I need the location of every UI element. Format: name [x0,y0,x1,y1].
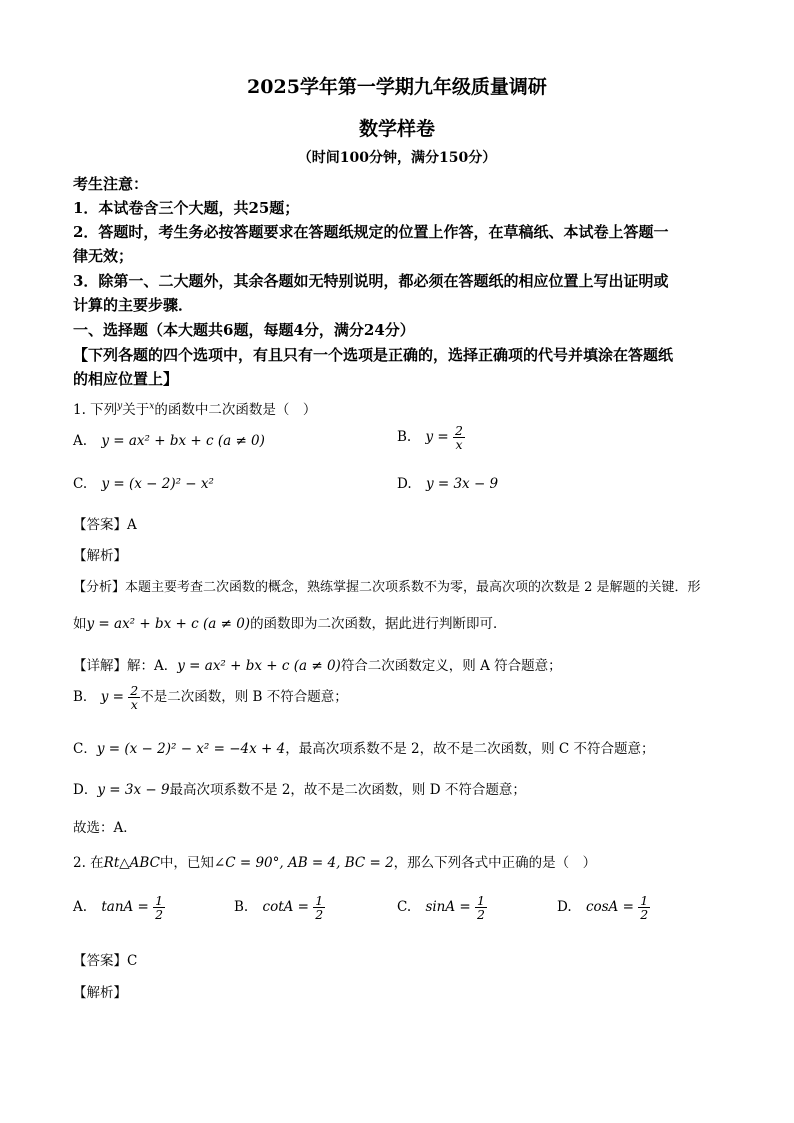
q2-option-a-num: 1 [155,893,164,908]
q1-option-c-label: C. [73,476,88,492]
notice-heading: 考生注意： [73,175,149,193]
q1-detail-b-prefix: B． [73,689,97,706]
q2-option-d [557,894,650,921]
q2-option-d-lhs: cosA = [585,899,634,916]
q2-option-b [234,894,325,921]
q1-detail-c-expr: y = (x − 2)² − x² = −4x + 4 [96,741,286,757]
page-title: 2025学年第一学期九年级质量调研 [247,76,547,98]
q1-detail-c-suffix: ，最高次项系数不是 2，故不是二次函数，则 C 不符合题意； [285,741,655,757]
q1-detail-b-suffix: 不是二次函数，则 B 不符合题意； [140,689,348,706]
q2-option-b-den: 2 [315,907,324,923]
time-note: （时间100分钟，满分150分） [297,150,497,166]
q1-fenxi-b-expr: y = ax² + bx + c (a ≠ 0) [86,616,251,632]
q2-option-a [73,894,165,921]
q1-fenxi-b-prefix: 如 [73,616,87,632]
q2-stem-mid: 中，已知 [159,855,214,871]
notice-item-1: 1．本试卷含三个大题，共25题； [73,199,300,217]
q1-option-a-label: A. [73,433,88,449]
q1-option-b [397,424,465,451]
q2-option-a-label: A. [73,899,88,916]
q1-detail-b-num: 2 [130,683,139,698]
q2-option-c-fraction [475,894,487,921]
q2-option-a-den: 2 [155,907,164,923]
notice-item-3b: 计算的主要步骤． [73,296,194,314]
q2-option-c [397,894,487,921]
section-heading: 一、选择题（本大题共6题，每题4分，满分24分） [73,321,415,339]
q2-option-c-den: 2 [477,907,485,923]
q2-analysis-heading: 【解析】 [73,985,127,1001]
q1-stem-mid: 关于 [122,402,150,418]
q2-stem-prefix: 2. 在 [73,855,104,871]
q2-option-d-den: 2 [640,907,649,923]
q1-stem-suffix: 的函数中二次函数是（ ） [154,402,317,418]
q1-detail-a-suffix: 符合二次函数定义，则 A 符合题意； [340,658,562,674]
q2-stem-expr: Rt△ABC [103,855,160,871]
notice-item-3a: 3．除第一、二大题外，其余各题如无特别说明，都必须在答题纸的相应位置上写出证明或 [73,272,669,290]
q1-stem-prefix: 1. 下列 [73,402,118,418]
q1-option-d-expr: y = 3x − 9 [425,476,499,492]
q1-analysis-heading: 【解析】 [73,548,127,564]
q1-detail-b [73,684,721,711]
q1-detail-a-prefix: 【详解】解：A． [73,658,178,674]
q1-detail-a [73,654,721,674]
q1-option-a-expr: y = ax² + bx + c (a ≠ 0) [101,433,265,449]
q2-option-b-lhs: cotA = [262,899,309,916]
q2-option-c-label: C. [397,899,412,916]
q2-option-b-fraction [313,894,325,921]
page-subtitle: 数学样卷 [358,118,435,140]
q1-option-d [397,476,498,492]
q2-stem-cond: ∠C = 90°, AB = 4, BC = 2 [213,855,394,871]
q2-option-b-num: 1 [315,893,324,908]
q2-option-a-fraction [153,894,165,921]
q1-option-b-fraction [453,424,465,451]
q1-detail-c [73,737,721,757]
q1-stem [73,398,721,418]
q2-stem-suffix: ，那么下列各式中正确的是（ ） [393,855,597,871]
q1-option-b-label: B. [397,429,412,446]
q2-option-d-label: D. [557,899,572,916]
q1-detail-c-prefix: C． [73,741,97,757]
q2-option-d-fraction [638,894,650,921]
q1-detail-b-fraction [128,684,140,711]
q2-option-c-num: 1 [477,893,485,908]
q2-option-b-label: B. [234,899,249,916]
q1-detail-b-den: x [130,697,138,713]
q2-option-a-lhs: tanA = [101,899,149,916]
q2-option-d-num: 1 [640,893,649,908]
q2-answer: 【答案】C [73,953,138,969]
q1-option-d-label: D. [397,476,412,492]
q1-stem-x: x [149,401,155,412]
q1-conclusion: 故选：A． [73,820,137,836]
q1-fenxi-line-a: 【分析】本题主要考查二次函数的概念，熟练掌握二次项系数不为零，最高次项的次数是 2 是解题的关键．形 [73,580,701,595]
q1-option-b-den: x [455,437,463,453]
q1-detail-b-lhs: y = [100,689,124,706]
q2-stem [73,851,721,871]
notice-item-2b: 律无效； [73,247,134,265]
q1-option-c-expr: y = (x − 2)² − x² [101,476,214,492]
q2-option-c-lhs: sinA = [425,899,471,916]
q1-fenxi-b-suffix: 的函数即为二次函数，据此进行判断即可． [250,616,507,632]
q1-option-a [73,433,265,449]
section-instruction-b: 的相应位置上】 [73,370,179,388]
q1-detail-d-expr: y = 3x − 9 [97,782,170,798]
q1-stem-y: y [117,401,123,412]
q1-detail-d-suffix: 最高次项系数不是 2，故不是二次函数，则 D 不符合题意； [169,782,526,798]
q1-detail-d [73,778,721,798]
q1-answer: 【答案】A [73,517,137,533]
q1-option-c [73,476,214,492]
q1-option-b-lhs: y = [425,429,449,446]
q1-option-b-num: 2 [455,423,463,438]
q1-fenxi-line-b [73,612,721,632]
q1-detail-d-prefix: D． [73,782,98,798]
q1-detail-a-expr: y = ax² + bx + c (a ≠ 0) [177,658,341,674]
section-instruction-a: 【下列各题的四个选项中，有且只有一个选项是正确的，选择正确项的代号并填涂在答题纸 [73,346,674,364]
notice-item-2a: 2．答题时，考生务必按答题要求在答题纸规定的位置上作答，在草稿纸、本试卷上答题一 [73,223,669,241]
